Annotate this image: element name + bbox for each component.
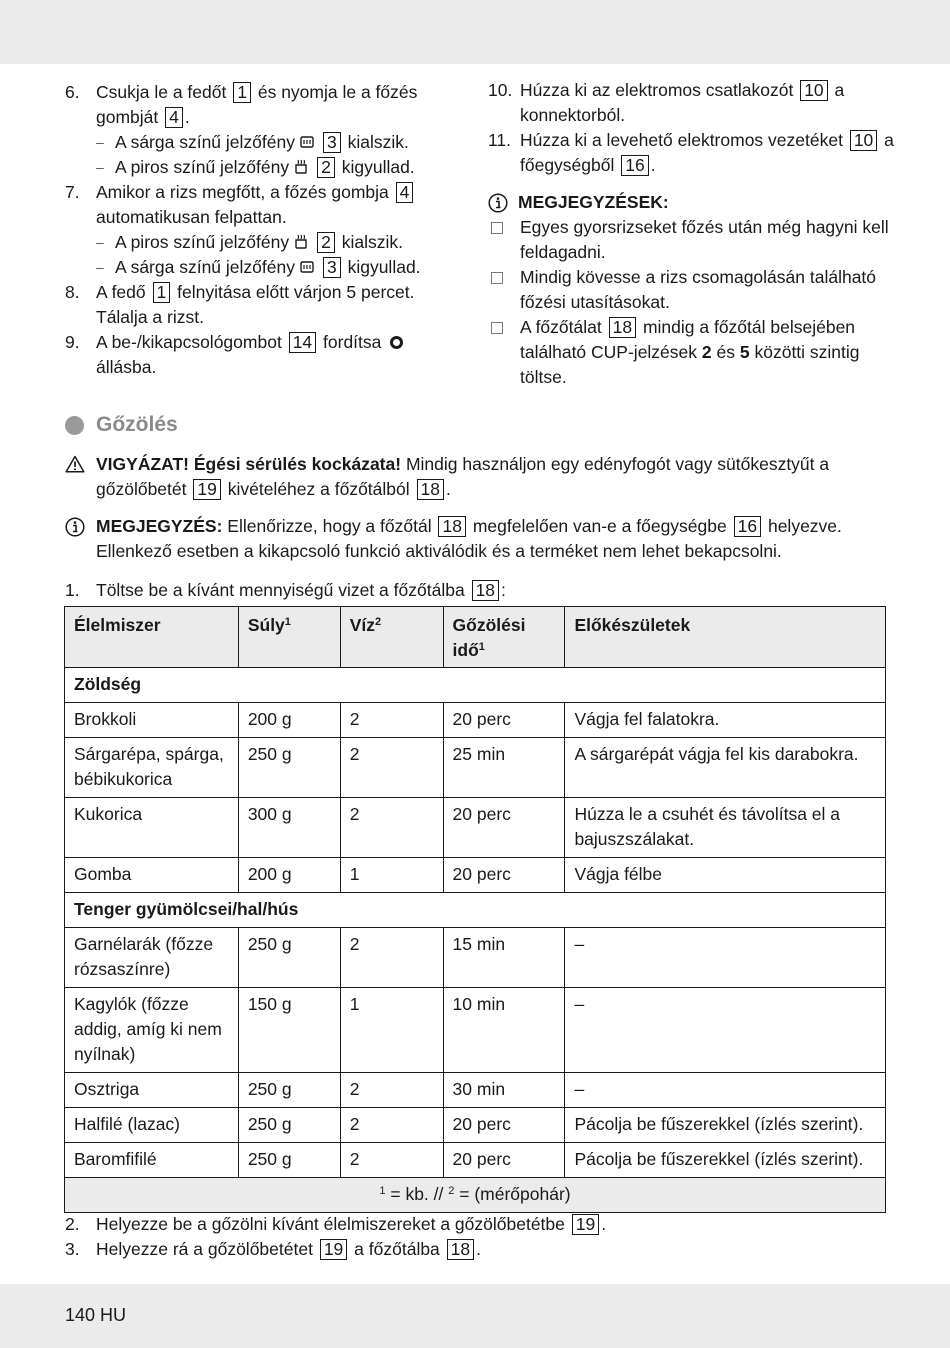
- table-row: Garnélarák (főzze rózsaszínre) 250 g 2 15 min –: [65, 928, 886, 988]
- step-6-sub-1: – A sárga színű jelzőfény 3 kialszik.: [96, 132, 409, 152]
- page-number: 140 HU: [65, 1305, 127, 1325]
- note-bullet-1: Egyes gyorsrizseket főzés után még hagyni kell feldagadni.: [488, 215, 898, 265]
- table-header-row: [65, 607, 886, 668]
- step-number: 9.: [65, 332, 80, 352]
- table-row: Baromfifilé 250 g 2 20 perc Pácolja be fűszerekkel (ízlés szerint).: [65, 1143, 886, 1178]
- part-ref-box: 1: [153, 282, 171, 303]
- step-1: 1. Töltse be a kívánt mennyiségű vizet a főzőtálba 18 :: [65, 578, 905, 603]
- step-number: 10.: [488, 80, 513, 100]
- keep-warm-icon: [299, 134, 315, 150]
- part-ref-box: 2: [317, 232, 335, 253]
- page-footer-band: [0, 1284, 950, 1348]
- warning-block: VIGYÁZAT! Égési sérülés kockázata! Mindig használjon egy edényfogót vagy sütőkesztyűt a gőzölőbetét 19 kivételéhez a főzőtálból 18 .: [65, 452, 905, 502]
- step-10: 10. Húzza ki az elektromos csatlakozót 10 a konnektorból.: [488, 78, 898, 128]
- step-11: 11. Húzza ki a levehető elektromos vezetéket 10 a főegységből 16 .: [488, 128, 898, 178]
- left-column: [65, 80, 465, 380]
- note-bullet-3: A főzőtálat 18 mindig a főzőtál belsejében található CUP-jelzések 2 és 5 közötti szintig töltse.: [488, 315, 898, 390]
- warning-triangle-icon: [65, 455, 85, 473]
- table-row: Gomba 200 g 1 20 perc Vágja félbe: [65, 858, 886, 893]
- cook-icon: [293, 159, 309, 175]
- step-6-sub-2: – A piros színű jelzőfény 2 kigyullad.: [96, 157, 415, 177]
- part-ref-box: 18: [417, 479, 444, 500]
- part-ref-box: 3: [323, 257, 341, 278]
- page-header-band: [0, 0, 950, 64]
- step-2: 2. Helyezze be a gőzölni kívánt élelmiszereket a gőzölőbetétbe 19 .: [65, 1212, 905, 1237]
- step-8: 8. A fedő 1 felnyitása előtt várjon 5 percet. Tálalja a rizst.: [65, 280, 465, 330]
- note-block: MEGJEGYZÉS: Ellenőrizze, hogy a főzőtál 18 megfelelően van-e a főegységbe 16 helyezve. Ellenkező esetben a kikapcsoló funkció aktiválódik és a terméket nem lehet bekapcsolni.: [65, 514, 905, 564]
- header-food: Élelmiszer: [65, 607, 239, 668]
- part-ref-box: 19: [320, 1239, 347, 1260]
- info-icon: [488, 193, 508, 213]
- part-ref-box: 18: [609, 317, 636, 338]
- step-number: 11.: [488, 130, 512, 150]
- table-row: Brokkoli 200 g 2 20 perc Vágja fel falatokra.: [65, 703, 886, 738]
- checkbox-bullet-icon: [488, 315, 520, 390]
- part-ref-box: 19: [193, 479, 220, 500]
- header-water: Víz$^2$: [340, 607, 443, 668]
- notes-heading: MEGJEGYZÉSEK:: [488, 190, 898, 215]
- step-7: 7. Amikor a rizs megfőtt, a főzés gombja 4 automatikusan felpattan.: [65, 180, 465, 230]
- part-ref-box: 16: [734, 516, 761, 537]
- section-title: Gőzölés: [96, 413, 178, 436]
- part-ref-box: 10: [800, 80, 827, 101]
- table-row: Kagylók (főzze addig, amíg ki nem nyílnak) 150 g 1 10 min –: [65, 988, 886, 1073]
- checkbox-bullet-icon: [488, 265, 520, 315]
- step-number: 8.: [65, 282, 80, 302]
- part-ref-box: 19: [572, 1214, 599, 1235]
- section-bullet-icon: [65, 416, 84, 435]
- part-ref-box: 18: [438, 516, 465, 537]
- table-footer-row: $^1$ = kb. // $^2$ = (mérőpohár): [65, 1178, 886, 1213]
- table-category-row: Tenger gyümölcsei/hal/hús: [65, 893, 886, 928]
- table-row: Sárgarépa, spárga, bébikukorica 250 g 2 25 min A sárgarépát vágja fel kis darabokra.: [65, 738, 886, 798]
- step-text: Csukja le a fedőt 1 és nyomja le a főzés gombját 4 .: [96, 82, 418, 127]
- table-row: Halfilé (lazac) 250 g 2 20 perc Pácolja be fűszerekkel (ízlés szerint).: [65, 1108, 886, 1143]
- step-3: 3. Helyezze rá a gőzölőbetétet 19 a főzőtálba 18 .: [65, 1237, 905, 1262]
- info-icon: [65, 517, 85, 537]
- part-ref-box: 4: [165, 107, 183, 128]
- step-number: 2.: [65, 1214, 80, 1234]
- cook-icon: [293, 234, 309, 250]
- header-time: Gőzölési idő$^1$: [443, 607, 565, 668]
- part-ref-box: 4: [396, 182, 414, 203]
- step-6: [65, 80, 465, 130]
- part-ref-box: 18: [472, 580, 499, 601]
- part-ref-box: 10: [850, 130, 877, 151]
- header-prep: Előkészületek: [565, 607, 886, 668]
- right-column: [488, 78, 898, 390]
- part-ref-box: 14: [289, 332, 316, 353]
- off-position-icon: [390, 336, 403, 349]
- part-ref-box: 18: [447, 1239, 474, 1260]
- step-9: 9. A be-/kikapcsológombot 14 fordítsa állásba.: [65, 330, 465, 380]
- table-row: Kukorica 300 g 2 20 perc Húzza le a csuhét és távolítsa el a bajuszszálakat.: [65, 798, 886, 858]
- part-ref-box: 1: [233, 82, 251, 103]
- checkbox-bullet-icon: [488, 215, 520, 265]
- keep-warm-icon: [299, 259, 315, 275]
- part-ref-box: 16: [621, 155, 648, 176]
- steaming-table: [64, 606, 886, 1213]
- header-weight: Súly$^1$: [238, 607, 340, 668]
- note-bullet-2: Mindig kövesse a rizs csomagolásán található főzési utasításokat.: [488, 265, 898, 315]
- step-number: 3.: [65, 1239, 80, 1259]
- part-ref-box: 2: [317, 157, 335, 178]
- after-table-steps: [65, 1212, 905, 1262]
- step-number: 6.: [65, 82, 80, 102]
- part-ref-box: 3: [323, 132, 341, 153]
- step-7-sub-1: – A piros színű jelzőfény 2 kialszik.: [96, 232, 403, 252]
- step-number: 7.: [65, 182, 80, 202]
- step-7-sub-2: – A sárga színű jelzőfény 3 kigyullad.: [96, 257, 421, 277]
- table-row: Osztriga 250 g 2 30 min –: [65, 1073, 886, 1108]
- section-heading: [65, 411, 178, 439]
- step-number: 1.: [65, 580, 80, 600]
- table-category-row: Zöldség: [65, 668, 886, 703]
